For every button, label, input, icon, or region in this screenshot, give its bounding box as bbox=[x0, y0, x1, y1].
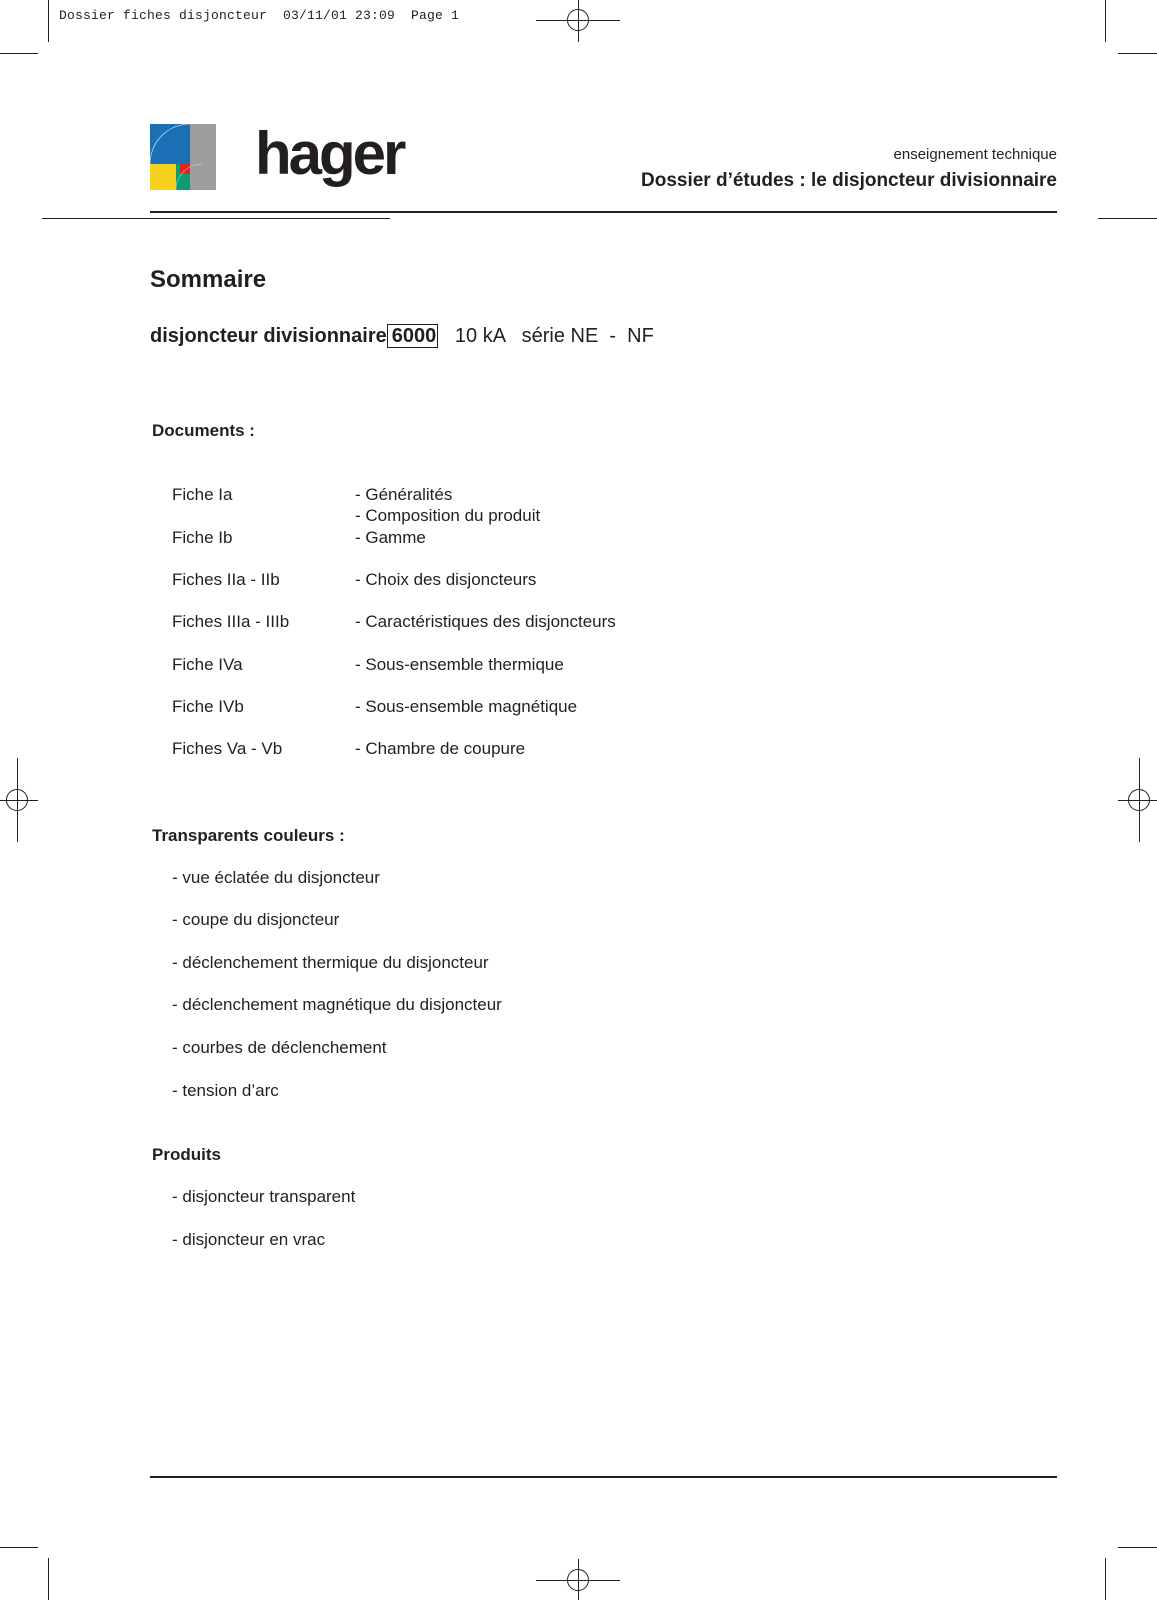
document-ref: Fiches Va - Vb bbox=[172, 739, 283, 758]
page-heading: Sommaire bbox=[150, 266, 267, 293]
document-desc: - Gamme bbox=[355, 528, 426, 547]
print-slug: Dossier fiches disjoncteur 03/11/01 23:09 Page 1 bbox=[59, 8, 460, 23]
list-item: - courbes de déclenchement bbox=[172, 1038, 387, 1057]
footer-rule bbox=[150, 1476, 1057, 1478]
list-item: - disjoncteur en vrac bbox=[172, 1230, 326, 1249]
document-ref: Fiche Ia bbox=[172, 485, 233, 504]
list-item: - déclenchement magnétique du disjoncteur bbox=[172, 995, 502, 1014]
document-desc: - Sous-ensemble thermique bbox=[355, 655, 564, 674]
header-rule bbox=[150, 211, 1057, 213]
document-desc: - Caractéristiques des disjoncteurs bbox=[355, 612, 616, 631]
product-line bbox=[150, 325, 654, 348]
document-ref: Fiches IIa - IIb bbox=[172, 570, 280, 589]
header-title: Dossier d’études : le disjoncteur divisionnaire bbox=[641, 170, 1057, 191]
list-item: - tension d’arc bbox=[172, 1081, 279, 1100]
produits-heading: Produits bbox=[152, 1145, 221, 1164]
hager-logo-icon bbox=[150, 124, 216, 190]
list-item: - coupe du disjoncteur bbox=[172, 910, 340, 929]
transparents-heading: Transparents couleurs : bbox=[152, 826, 345, 845]
documents-heading: Documents : bbox=[152, 421, 255, 440]
header-subheading: enseignement technique bbox=[893, 146, 1057, 163]
document-ref: Fiche Ib bbox=[172, 528, 233, 547]
document-desc: - Choix des disjoncteurs bbox=[355, 570, 537, 589]
list-item: - vue éclatée du disjoncteur bbox=[172, 868, 380, 887]
product-model: 6000 bbox=[387, 324, 439, 348]
brand-wordmark: hager bbox=[255, 120, 404, 187]
list-item: - déclenchement thermique du disjoncteur bbox=[172, 953, 489, 972]
document-desc: - Composition du produit bbox=[355, 506, 541, 525]
product-prefix: disjoncteur divisionnaire bbox=[150, 325, 387, 347]
document-desc: - Sous-ensemble magnétique bbox=[355, 697, 578, 716]
document-desc: - Chambre de coupure bbox=[355, 739, 526, 758]
document-ref: Fiche IVa bbox=[172, 655, 243, 674]
document-ref: Fiche IVb bbox=[172, 697, 244, 716]
document-desc: - Généralités bbox=[355, 485, 453, 504]
document-ref: Fiches IIIa - IIIb bbox=[172, 612, 290, 631]
list-item: - disjoncteur transparent bbox=[172, 1187, 356, 1206]
product-suffix: 10 kA série NE - NF bbox=[454, 325, 654, 347]
